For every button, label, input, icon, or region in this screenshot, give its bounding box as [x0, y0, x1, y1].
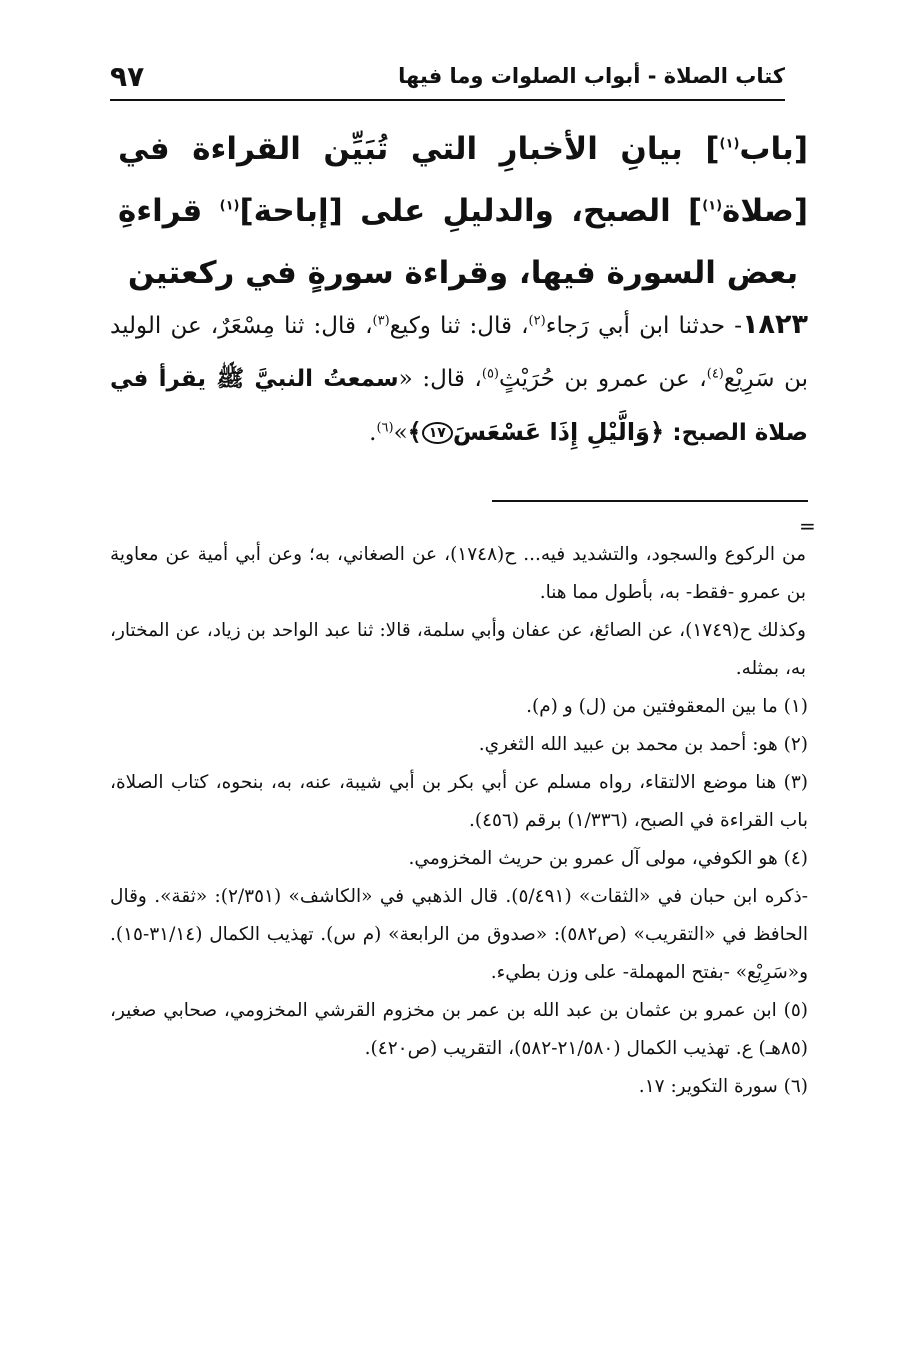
footnote-ref: (٥) [481, 366, 499, 382]
footnote-ref: (٣) [372, 313, 390, 329]
page-header [110, 58, 785, 98]
footnote-continuation: من الركوع والسجود، والتشديد فيه... ح(١٧٤٨)، عن الصغاني، به؛ وعن أبي أمية عن معاوية بن عمرو -فقط- به، بأطول مما هنا. [110, 544, 806, 603]
footnote-divider [492, 500, 808, 502]
hadith-number: ١٨٢٣ [742, 309, 808, 340]
footnote-ref: (٤) [706, 366, 724, 382]
footnote-ref: (١) [719, 136, 740, 152]
ayah-number-marker: ١٧ [422, 422, 453, 444]
header-rule [110, 99, 785, 101]
footnotes [110, 536, 808, 1106]
footnote-5: (٥) ابن عمرو بن عثمان بن عبد الله بن عمر بن مخزوم القرشي المخزومي، صحابي صغير، (٨٥هـ) ع. تهذيب الكمال (٢١/٥٨٠-٥٨٢)، التقريب (ص٤٢٠). [110, 1000, 808, 1059]
chapter-title: [باب$^{(١)}$] بيانِ الأخبارِ التي تُبَيِّن القراءة في [صلاة$^{(١)}$] الصبح، والدليلِ على [إباحة]$^{(١)}$ قراءةِ بعض السورة فيها، وقراءة سورةٍ في ركعتين [118, 131, 808, 291]
footnote-2: (٢) هو: أحمد بن محمد بن عبيد الله الثغري. [478, 734, 808, 755]
page-number: ٩٧ [110, 60, 145, 93]
footnote-ref: (١) [702, 198, 723, 214]
footnote-1: (١) ما بين المعقوفتين من (ل) و (م). [526, 696, 808, 717]
footnote-4-detail: -ذكره ابن حبان في «الثقات» (٥/٤٩١). قال الذهبي في «الكاشف» (٢/٣٥١): «ثقة». وقال الحافظ في «التقريب» (ص٥٨٢): «صدوق من الرابعة» (م س). تهذيب الكمال (٣١/١٤-١٥). و«سَرِيْع» -بفتح المهملة- على وزن بطيء. [110, 886, 808, 983]
footnote-continuation: وكذلك ح(١٧٤٩)، عن الصائغ، عن عفان وأبي سلمة، قالا: ثنا عبد الواحد بن زياد، عن المختار، به، بمثله. [110, 620, 806, 679]
footnote-4: (٤) هو الكوفي، مولى آل عمرو بن حريث المخزومي. [408, 848, 808, 869]
footnote-ref: (١) [219, 198, 240, 214]
quran-verse: ﴿وَالَّيْلِ إِذَا عَسْعَسَ١٧﴾ [407, 418, 673, 446]
hadith-text: ١٨٢٣- حدثنا ابن أبي رَجاء$^{(٢)}$، قال: ثنا وكيع$^{(٣)}$، قال: ثنا مِسْعَرٌ، عن الوليد بن سَرِيْع$^{(٤)}$، عن عمرو بن حُرَيْثٍ$^{(٥)}$، قال: «سمعتُ النبيَّ ﷺ يقرأ في صلاة الصبح: ﴿وَالَّيْلِ إِذَا عَسْعَسَ١٧﴾»$^{(٦)}$. [110, 309, 808, 446]
footnote-ref: (٦) [376, 420, 394, 436]
footnote-ref: (٢) [528, 313, 546, 329]
continuation-mark: = [799, 514, 816, 538]
running-title: كتاب الصلاة - أبواب الصلوات وما فيها [398, 64, 785, 88]
hadith-matn: سمعتُ النبيَّ ﷺ يقرأ في صلاة الصبح: [110, 366, 808, 446]
footnote-6: (٦) سورة التكوير: ١٧. [638, 1076, 808, 1097]
footnote-3: (٣) هنا موضع الالتقاء، رواه مسلم عن أبي بكر بن أبي شيبة، عنه، به، بنحوه، كتاب الصلاة، باب القراءة في الصبح، (١/٣٣٦) برقم (٤٥٦). [110, 772, 808, 831]
